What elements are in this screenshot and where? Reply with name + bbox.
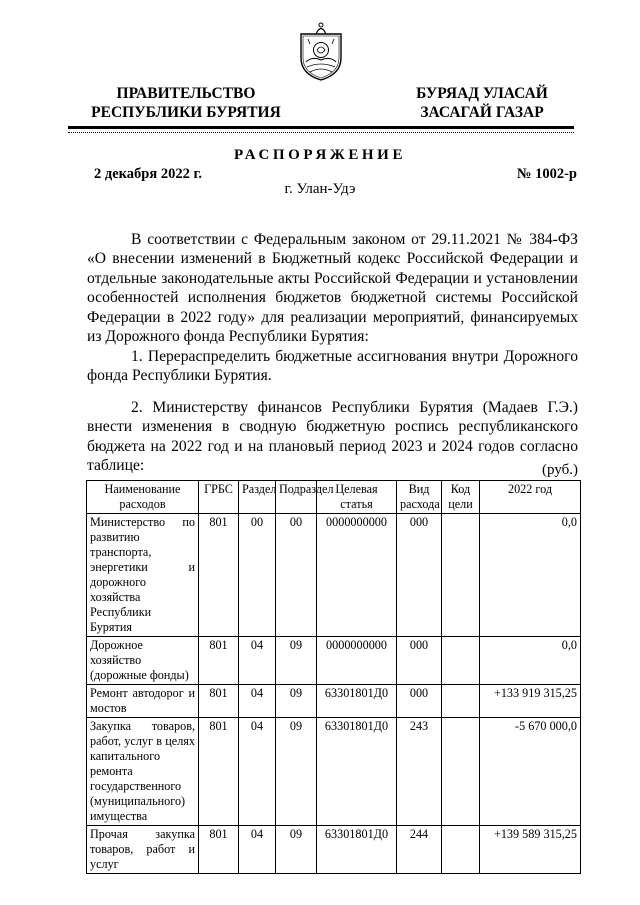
cell-subsection: 09 bbox=[276, 826, 317, 874]
cell-name: Закупка товаров, работ, услуг в целях капитального ремонта государственного (муниципального) имущества bbox=[87, 718, 199, 826]
header-cell-name: Наименование расходов bbox=[87, 481, 199, 514]
table-row bbox=[87, 718, 581, 826]
cell-grbs: 801 bbox=[199, 514, 239, 637]
cell-target-article: 63301801Д0 bbox=[317, 718, 397, 826]
header-right-line1: БУРЯАД УЛАСАЙ bbox=[416, 85, 548, 102]
preamble-paragraph: В соответствии с Федеральным законом от 29.11.2021 № 384-ФЗ «О внесении изменений в Бюджетный кодекс Российской Федерации и отдельные законодательные акты Российской Федерации и установлении особенностей исполнения бюджетов бюджетной системы Российской Федерации в 2022 году» для реализации мероприятий, финансируемых из Дорожного фонда Республики Бурятия: bbox=[87, 231, 578, 346]
cell-name: Прочая закупка товаров, работ и услуг bbox=[87, 826, 199, 874]
cell-name: Дорожное хозяйство (дорожные фонды) bbox=[87, 637, 199, 685]
budget-table bbox=[86, 480, 581, 874]
cell-subsection: 09 bbox=[276, 637, 317, 685]
table-header-row bbox=[87, 481, 581, 514]
item-1-paragraph: 1. Перераспределить бюджетные ассигнования внутри Дорожного фонда Республики Бурятия. bbox=[87, 348, 578, 385]
government-header-russian bbox=[86, 84, 286, 122]
cell-subsection: 09 bbox=[276, 685, 317, 718]
cell-amount: +139 589 315,25 bbox=[480, 826, 581, 874]
cell-grbs: 801 bbox=[199, 826, 239, 874]
header-left-line2: РЕСПУБЛИКИ БУРЯТИЯ bbox=[91, 104, 281, 121]
cell-amount: -5 670 000,0 bbox=[480, 718, 581, 826]
header-cell-section: Раздел bbox=[239, 481, 276, 514]
cell-name: Ремонт автодорог и мостов bbox=[87, 685, 199, 718]
header-cell-target-code: Код цели bbox=[442, 481, 480, 514]
cell-amount: 0,0 bbox=[480, 637, 581, 685]
header-cell-target-article: Целевая статья bbox=[317, 481, 397, 514]
cell-amount: +133 919 315,25 bbox=[480, 685, 581, 718]
cell-target-code bbox=[442, 637, 480, 685]
header-cell-subsection: Подраздел bbox=[276, 481, 317, 514]
cell-grbs: 801 bbox=[199, 685, 239, 718]
cell-target-code bbox=[442, 826, 480, 874]
header-cell-expense-type: Вид расхода bbox=[397, 481, 442, 514]
cell-section: 04 bbox=[239, 718, 276, 826]
cell-expense-type: 243 bbox=[397, 718, 442, 826]
cell-section: 04 bbox=[239, 637, 276, 685]
header-right-line2: ЗАСАГАЙ ГАЗАР bbox=[420, 104, 544, 121]
item-2-paragraph: 2. Министерству финансов Республики Бурятия (Мадаев Г.Э.) внести изменения в сводную бюджетную роспись республиканского бюджета на 2022 год и на плановый период 2023 и 2024 годов согласно таблице: bbox=[87, 399, 578, 475]
document-city: г. Улан-Удэ bbox=[284, 181, 356, 197]
cell-subsection: 09 bbox=[276, 718, 317, 826]
cell-expense-type: 000 bbox=[397, 514, 442, 637]
cell-subsection: 00 bbox=[276, 514, 317, 637]
header-cell-year-2022: 2022 год bbox=[480, 481, 581, 514]
cell-section: 00 bbox=[239, 514, 276, 637]
document-date: 2 декабря 2022 г. bbox=[94, 166, 203, 182]
document-title: РАСПОРЯЖЕНИЕ bbox=[233, 147, 407, 163]
coat-of-arms-emblem bbox=[296, 20, 346, 82]
cell-expense-type: 000 bbox=[397, 685, 442, 718]
document-number: № 1002-р bbox=[516, 166, 577, 182]
cell-target-code bbox=[442, 685, 480, 718]
table-row bbox=[87, 637, 581, 685]
cell-grbs: 801 bbox=[199, 718, 239, 826]
cell-target-article: 63301801Д0 bbox=[317, 685, 397, 718]
header-cell-grbs: ГРБС bbox=[199, 481, 239, 514]
cell-target-article: 0000000000 bbox=[317, 637, 397, 685]
table-row bbox=[87, 514, 581, 637]
cell-expense-type: 244 bbox=[397, 826, 442, 874]
government-header-buryat bbox=[402, 84, 562, 122]
cell-section: 04 bbox=[239, 685, 276, 718]
cell-target-code bbox=[442, 514, 480, 637]
table-row bbox=[87, 685, 581, 718]
currency-unit-label: (руб.) bbox=[542, 462, 578, 478]
header-divider-thick bbox=[68, 126, 574, 129]
cell-name: Министерство по развитию транспорта, энергетики и дорожного хозяйства Республики Бурятия bbox=[87, 514, 199, 637]
table-row bbox=[87, 826, 581, 874]
cell-expense-type: 000 bbox=[397, 637, 442, 685]
cell-section: 04 bbox=[239, 826, 276, 874]
cell-target-article: 0000000000 bbox=[317, 514, 397, 637]
header-left-line1: ПРАВИТЕЛЬСТВО bbox=[116, 85, 256, 102]
cell-amount: 0,0 bbox=[480, 514, 581, 637]
cell-grbs: 801 bbox=[199, 637, 239, 685]
cell-target-code bbox=[442, 718, 480, 826]
header-divider-dotted bbox=[68, 132, 574, 133]
cell-target-article: 63301801Д0 bbox=[317, 826, 397, 874]
